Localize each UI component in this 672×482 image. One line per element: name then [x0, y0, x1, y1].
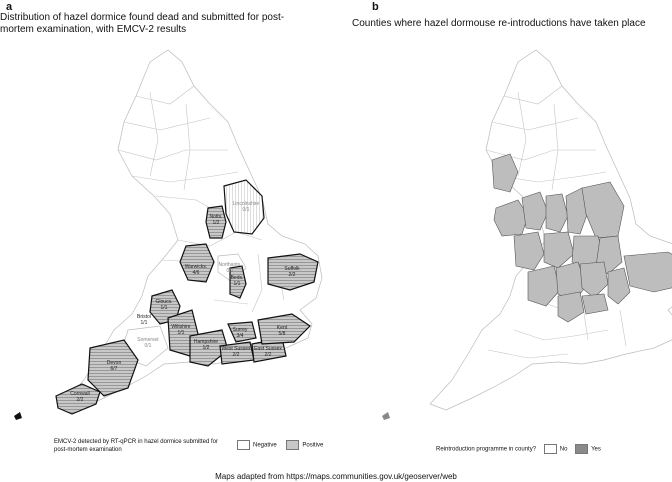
label-kent: Kent [276, 325, 288, 331]
label-bristol: Bristol [137, 314, 151, 320]
value-beds: 1/1 [233, 281, 241, 287]
value-wiltshire: 1/1 [177, 330, 185, 336]
map-a [14, 50, 322, 420]
map-credit: Maps adapted from https://maps.communities.gov.uk/geoserver/web [215, 472, 457, 481]
county-yes-essex-suffolk [624, 252, 672, 292]
label-gloucs: Gloucs. [155, 299, 173, 305]
panel-a-title: Distribution of hazel dormice found dead and submitted for post-mortem examination, with EMCV-2 results [0, 12, 285, 35]
label-somerset: Somerset [137, 337, 159, 343]
legend-negative-swatch [237, 440, 250, 450]
map-b [382, 50, 672, 420]
legend-b-title: Reintroduction programme in county? [436, 446, 537, 453]
island-mark-b [382, 412, 390, 420]
legend-positive-swatch [286, 440, 299, 450]
value-lincolnshire: 0/1 [242, 207, 250, 213]
value-cornwall: 2/2 [76, 397, 84, 403]
panel-b-title: Counties where hazel dormouse re-introductions have taken place [352, 18, 646, 29]
label-lincolnshire: Lincolnshire [232, 201, 260, 207]
label-warwicks: Warwicks. [184, 264, 208, 270]
label-beds: Beds. [230, 275, 244, 281]
legend-a-title: EMCV-2 detected by RT-qPCR in hazel dormice submitted for post-mortem examination [54, 439, 218, 453]
label-notts: Notts. [209, 214, 223, 220]
label-cornwall: Cornwall [70, 391, 90, 397]
island-mark-a [14, 412, 22, 420]
label-suffolk: Suffolk [284, 266, 300, 272]
label-wiltshire: Wiltshire [171, 324, 191, 330]
panel-b-letter: b [372, 1, 379, 13]
value-east-sussex: 2/2 [264, 352, 272, 358]
panel-a-letter: a [6, 1, 13, 13]
value-gloucs: 1/1 [160, 305, 168, 311]
value-bristol: 1/1 [140, 320, 148, 326]
county-yes-berks [582, 294, 608, 314]
value-kent: 5/8 [278, 331, 286, 337]
legend-a-items [234, 440, 323, 450]
legend-b [436, 444, 601, 454]
label-devon: Devon [106, 360, 122, 366]
value-northants: 0/1 [226, 268, 234, 274]
value-west-sussex: 2/2 [232, 352, 240, 358]
value-hampshire: 1/2 [202, 345, 210, 351]
legend-yes-swatch [575, 444, 588, 454]
legend-positive-label: Positive [302, 442, 324, 449]
value-notts: 1/2 [212, 220, 220, 226]
value-suffolk: 2/2 [288, 272, 296, 278]
label-surrey: Surrey [232, 327, 248, 333]
value-somerset: 0/1 [144, 343, 152, 349]
legend-negative-label: Negative [253, 442, 277, 449]
value-surrey: 3/4 [236, 333, 244, 339]
legend-no-swatch [544, 444, 557, 454]
legend-yes-label: Yes [591, 446, 601, 453]
legend-no-label: No [559, 446, 568, 453]
label-northants: Northants. [218, 262, 242, 268]
value-warwicks: 4/6 [192, 270, 200, 276]
label-east-sussex: East Sussex [254, 346, 282, 352]
label-west-sussex: West Sussex [221, 346, 251, 352]
label-hampshire: Hampshire [193, 339, 219, 345]
value-devon: 6/7 [110, 366, 118, 372]
